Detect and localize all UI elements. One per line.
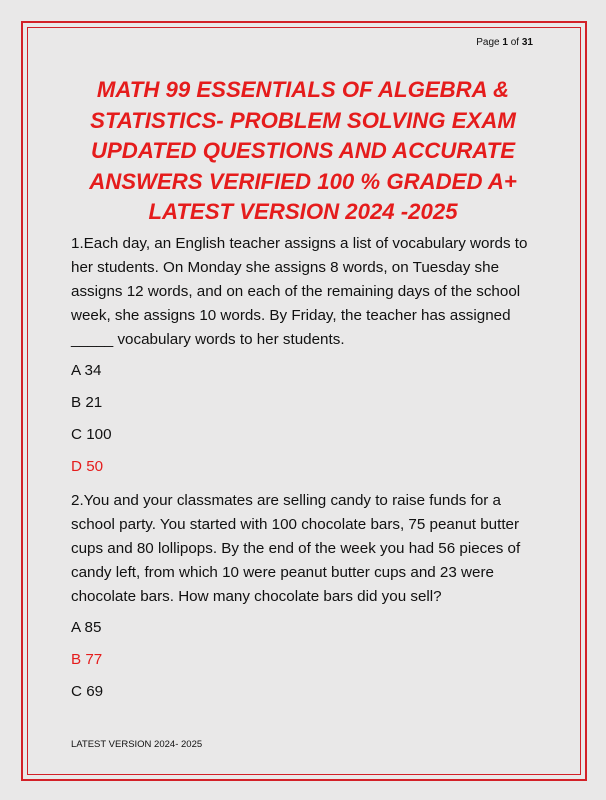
question-2-option-b: B 77: [71, 651, 103, 668]
document-title: MATH 99 ESSENTIALS OF ALGEBRA & STATISTICS- PROBLEM SOLVING EXAM UPDATED QUESTIONS AND ACCURATE ANSWERS VERIFIED 100 % GRADED A+ LATEST VERSION 2024 -2025: [89, 77, 517, 224]
page-current: 1: [502, 37, 508, 48]
questions-container: [71, 232, 541, 714]
page-of: of: [510, 37, 520, 48]
question-1-option-d: D 50: [71, 458, 104, 475]
question-1-text: 1.Each day, an English teacher assigns a list of vocabulary words to her students. On Monday she assigns 8 words, on Tuesday she assigns 12 words, and on each of the remaining days of the school week, she assigns 10 words. By Friday, the teacher has assigned _____ vocabulary words to her students.: [71, 235, 528, 348]
question-1-option-b: B 21: [71, 394, 103, 411]
page-prefix: Page: [476, 37, 500, 48]
question-2-text: 2.You and your classmates are selling candy to raise funds for a school party. You started with 100 chocolate bars, 75 peanut butter cups and 80 lollipops. By the end of the week you had 56 pieces of candy left, from which 10 were peanut butter cups and 23 were chocolate bars. How many chocolate bars did you sell?: [71, 492, 521, 605]
question-2-option-a: A 85: [71, 619, 102, 636]
page-number: [476, 37, 533, 48]
page-total: 31: [521, 37, 533, 48]
page-footer: LATEST VERSION 2024- 2025: [71, 739, 203, 750]
question-1-option-c: C 100: [71, 426, 112, 443]
question-2-option-c: C 69: [71, 683, 104, 700]
question-1-option-a: A 34: [71, 362, 102, 379]
